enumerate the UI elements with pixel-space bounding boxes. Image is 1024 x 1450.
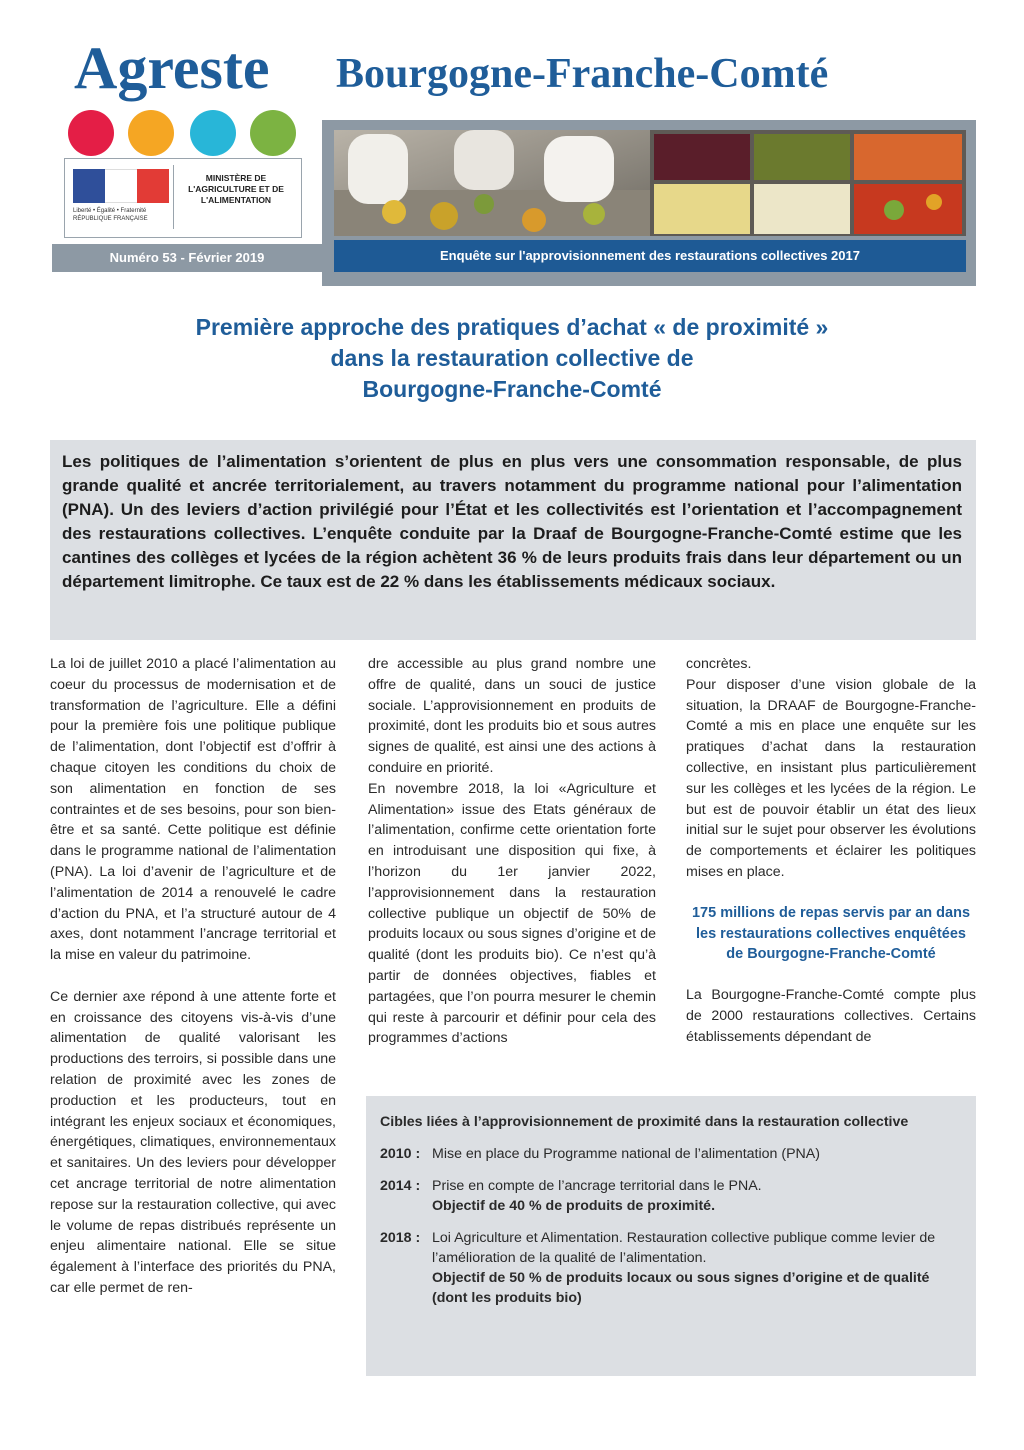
cyan-dot <box>190 110 236 156</box>
title-line: Bourgogne-Franche-Comté <box>362 376 662 402</box>
logo-divider <box>173 165 174 229</box>
paragraph: concrètes. <box>686 656 752 672</box>
summary-box <box>50 440 976 640</box>
orange-dot <box>128 110 174 156</box>
column-1 <box>50 654 336 1299</box>
paragraph: Ce dernier axe répond à une attente forte et en croissance des citoyens vis-à-vis d’une alimentation de qualité valorisant les productions des terroirs, si possible dans une relation de proximité avec les zones de production et les producteurs, tout en intégrant les enjeux sociaux et économiques, énergétiques, climatiques, environnementaux et sanitaires. Un des leviers pour développer cet ancrage territorial de notre alimentation repose sur la restauration collective, qui avec le volume de repas distribués représente un enjeu alimentaire national. Elle se situe également à l’interface des priorités du PNA, car elle permet de ren- <box>50 988 336 1296</box>
red-dot <box>68 110 114 156</box>
paragraph: La Bourgogne-Franche-Comté compte plus de 2000 restaurations collectives. Certains établissements dépendant de <box>686 987 976 1045</box>
section-subheading: 175 millions de repas servis par an dans les restaurations collectives enquêtées de Bourgogne-Franche-Comté <box>691 904 971 963</box>
column-2 <box>368 654 656 1049</box>
title-line: dans la restauration collective de <box>330 345 694 371</box>
paragraph: dre accessible au plus grand nombre une offre de qualité, dans un souci de justice sociale. L’approvisionnement en produits de proximité, dont les produits bio et sous autres signes de qualité, est ainsi une des actions à conduire en priorité. <box>368 656 656 776</box>
column-3 <box>686 654 976 1048</box>
target-text: Prise en compte de l’ancrage territorial dans le PNA. Objectif de 40 % de produits de proximité. <box>432 1176 962 1216</box>
target-text: Mise en place du Programme national de l’alimentation (PNA) <box>432 1146 820 1162</box>
targets-title: Cibles liées à l’approvisionnement de proximité dans la restauration collective <box>380 1114 909 1130</box>
paragraph: Pour disposer d’une vision globale de la situation, la DRAAF de Bourgogne-Franche-Comté a mis en place une enquête sur les pratiques d’achat dans la restauration collective, en insistant plus particulièrement sur les collèges et les lycées de la région. Le but est de pouvoir établir un état des lieux initial sur le sujet pour observer les évolutions de comportements et éclairer les politiques mises en place. <box>686 676 976 880</box>
marianne-logo-icon <box>73 169 169 203</box>
paragraph: En novembre 2018, la loi «Agriculture et Alimentation» issue des Etats généraux de l’alimentation, confirme cette orientation forte en introduisant une disposition qui fixe, à l’horizon du 1er janvier 2022, l’approvisionnement dans la restauration collective publique un objectif de 50% de produits locaux ou sous signes d’origine et de qualité (dont les produits bio). Ce n’est qu’à partir de données objectives, fiables et partagées, que l’on pourra mesurer le chemin qui reste à parcourir et définir pour cela des programmes d’actions <box>368 780 656 1047</box>
header-photo <box>334 130 966 236</box>
region-title: Bourgogne-Franche-Comté <box>336 51 829 97</box>
target-objective: Objectif de 50 % de produits locaux ou sous signes d’origine et de qualité (dont les produits bio) <box>432 1270 930 1306</box>
issue-number: Numéro 53 - Février 2019 <box>52 244 322 272</box>
target-row <box>380 1176 962 1216</box>
republic-motto: Liberté • Égalité • Fraternité RÉPUBLIQUE FRANÇAISE <box>73 208 148 222</box>
targets-box <box>366 1096 976 1376</box>
green-dot <box>250 110 296 156</box>
target-row <box>380 1144 962 1164</box>
target-year: 2014 : <box>380 1178 421 1194</box>
ministry-logo <box>64 158 302 238</box>
summary-text: Les politiques de l’alimentation s’orientent de plus en plus vers une consommation responsable, de plus grande qualité et ancrée territorialement, au travers notamment du programme national pour l’alimentation (PNA). Un des leviers d’action privilégié pour l’État et les collectivités est l’orientation et l’accompagnement des restaurations collectives. L’enquête conduite par la Draaf de Bourgogne-Franche-Comté estime que les cantines des collèges et lycées de la région achètent 36 % de leurs produits frais dans leur département ou un département limitrophe. Ce taux est de 22 % dans les établissements médicaux sociaux. <box>62 452 962 591</box>
brand-title: Agreste <box>74 35 270 101</box>
target-year: 2018 : <box>380 1230 421 1246</box>
target-row <box>380 1228 962 1308</box>
paragraph: La loi de juillet 2010 a placé l’alimentation au coeur du processus de modernisation et de transformation de l’agriculture. Elle a défini pour la première fois une politique publique de l’alimentation, dont l’objectif est d’offrir à chaque citoyen les conditions du choix de son alimentation en fonction de ses contraintes et de ses besoins, pour son bien-être et sa santé. Cette politique est définie dans le programme national de l’alimentation (PNA). La loi d’avenir de l’agriculture et de l’alimentation de 2014 a renouvelé le cadre d’action du PNA, et l’a structuré autour de 4 axes, dont notamment l’ancrage territorial et la mise en valeur du patrimoine. <box>50 656 336 964</box>
target-year: 2010 : <box>380 1146 421 1162</box>
survey-banner: Enquête sur l'approvisionnement des restaurations collectives 2017 <box>334 240 966 272</box>
title-line: Première approche des pratiques d’achat « de proximité » <box>195 314 829 340</box>
target-text: Loi Agriculture et Alimentation. Restauration collective publique comme levier de l’amélioration de la qualité de l’alimentation. Objectif de 50 % de produits locaux ou sous signes d’origine et de qualité (dont les produits bio) <box>432 1228 962 1308</box>
article-title <box>100 312 924 405</box>
target-objective: Objectif de 40 % de produits de proximité. <box>432 1198 716 1214</box>
ministry-name: MINISTÈRE DE L'AGRICULTURE ET DE L'ALIMENTATION <box>188 173 284 205</box>
